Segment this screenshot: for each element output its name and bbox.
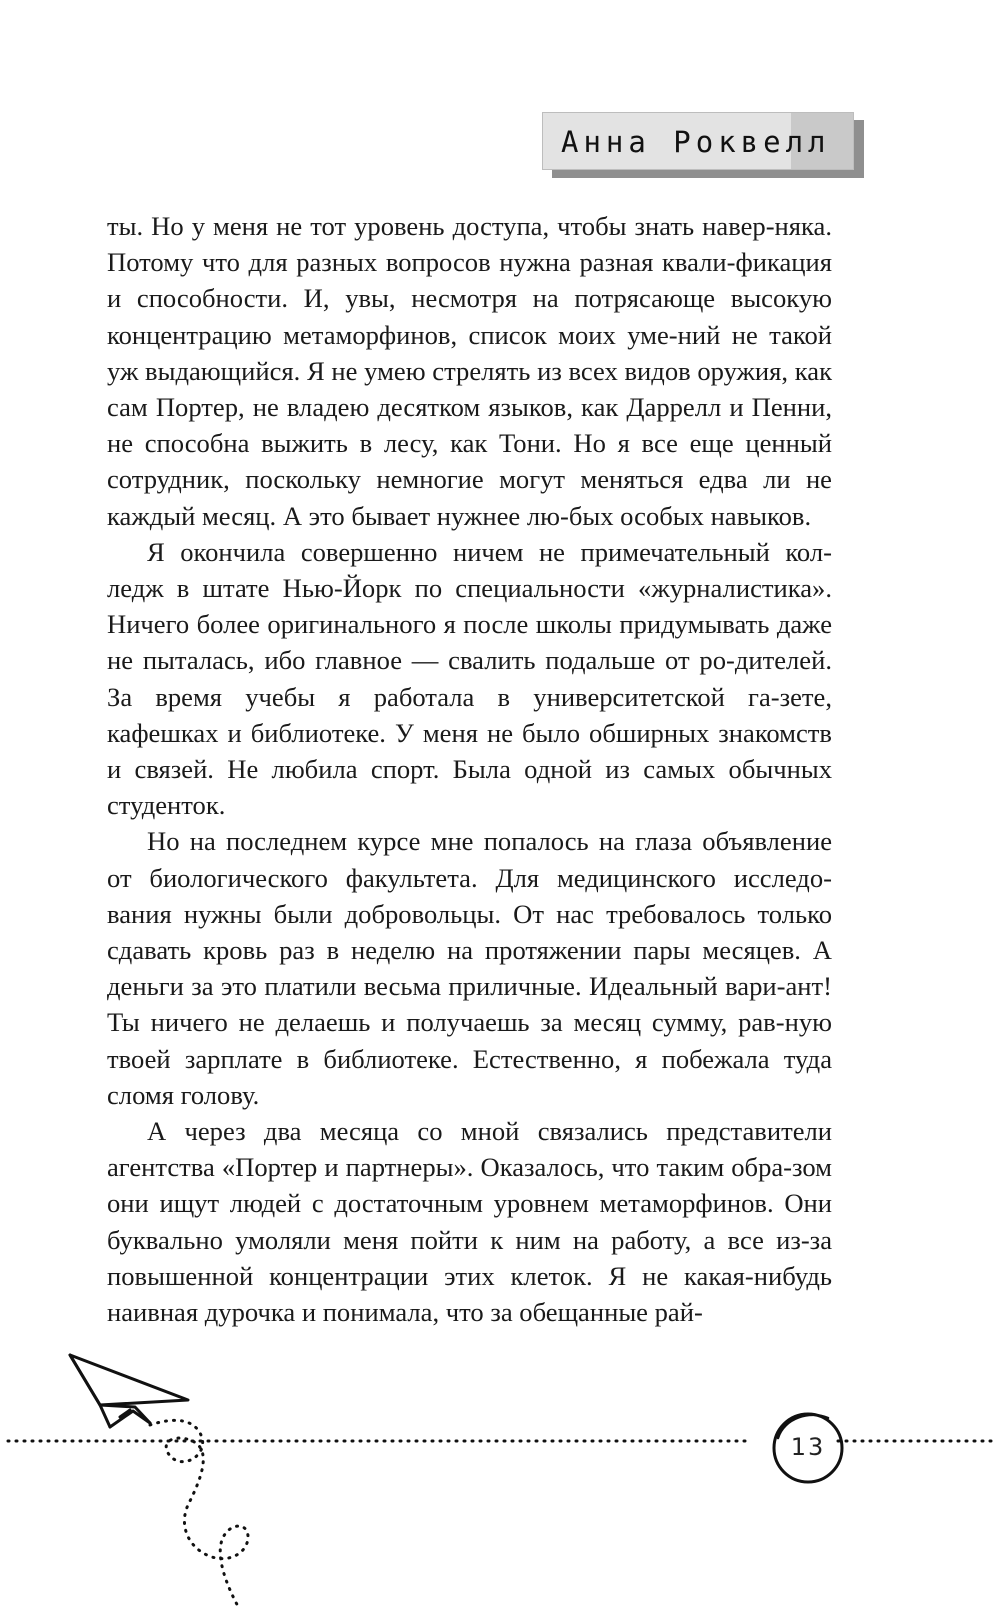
body-paragraph: А через два месяца со мной связались представители агентства «Портер и партнеры». Оказалось, что таким обра-зом они ищут людей с достаточным уровнем метаморфинов. Они буквально умоляли меня пойти к ним на работу, а все из-за повышенной концентрации этих клеток. Я не какая-нибудь наивная дурочка и понимала, что за обещанные рай- xyxy=(107,1116,832,1328)
paper-plane-icon xyxy=(70,1355,188,1427)
flight-trail xyxy=(150,1420,248,1610)
page-number: 13 xyxy=(790,1433,826,1461)
body-paragraph: Но на последнем курсе мне попалось на глаза объявление от биологического факультета. Для медицинского исследо-вания нужны были добровольцы. От нас требовалось только сдавать кровь раз в неделю на протяжении пары месяцев. А деньги за это платили весьма приличные. Идеальный вари-ант! Ты ничего не делаешь и получаешь за месяц сумму, рав-ную твоей зарплате в библиотеке. Естественно, я побежала туда сломя голову. xyxy=(107,826,832,1110)
running-header xyxy=(542,112,854,170)
body-paragraph: ты. Но у меня не тот уровень доступа, чтобы знать навер-няка. Потому что для разных вопросов нужна разная квали-фикация и способности. И, увы, несмотря на потрясающе высокую концентрацию метаморфинов, список моих уме-ний не такой уж выдающийся. Я не умею стрелять из всех видов оружия, как сам Портер, не владею десятком языков, как Даррелл и Пенни, не способна выжить в лесу, как Тони. Но я все еще ценный сотрудник, поскольку немногие могут меняться едва ли не каждый месяц. А это бывает нужнее лю-бых особых навыков. xyxy=(107,211,832,531)
footer-decoration xyxy=(0,1345,1000,1616)
page-number-badge xyxy=(770,1410,846,1486)
author-name: Анна Роквелл xyxy=(561,125,831,159)
body-paragraph: Я окончила совершенно ничем не примечательный кол-ледж в штате Нью-Йорк по специальности «журналистика». Ничего более оригинального я после школы придумывать даже не пыталась, ибо главное — свалить подальше от ро-дителей. За время учебы я работала в университетской га-зете, кафешках и библиотеке. У меня не было обширных знакомств и связей. Не любила спорт. Была одной из самых обычных студенток. xyxy=(107,536,832,821)
running-header-plate xyxy=(542,112,854,170)
page-body xyxy=(107,208,832,1330)
